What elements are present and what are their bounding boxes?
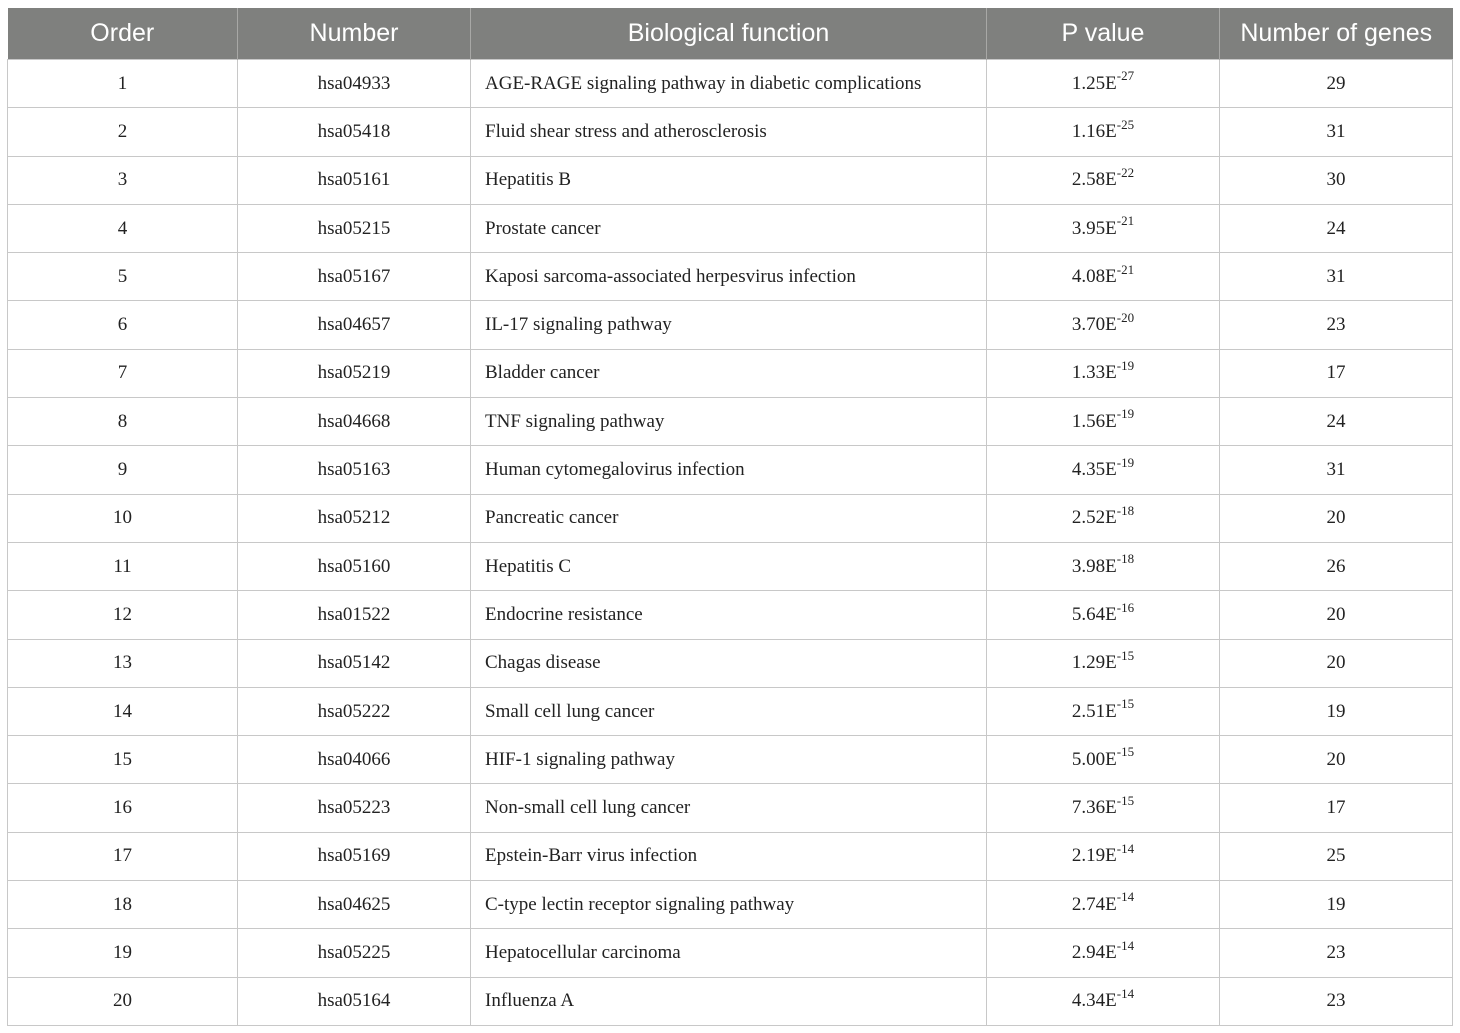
header-p-value: P value [987,8,1220,60]
cell-number-of-genes: 30 [1220,156,1453,204]
cell-number-of-genes: 31 [1220,253,1453,301]
header-row [8,8,1453,60]
cell-order: 13 [8,639,238,687]
p-value-exponent: -20 [1116,309,1135,325]
table-row [8,349,1453,397]
cell-order: 15 [8,736,238,784]
cell-number: hsa05215 [238,204,471,252]
p-value-mantissa: 4.08E [1071,265,1117,287]
table-row [8,398,1453,446]
p-value-mantissa: 2.19E [1071,845,1117,867]
cell-number-of-genes: 25 [1220,832,1453,880]
cell-number-of-genes: 26 [1220,542,1453,590]
p-value-mantissa: 2.58E [1071,169,1117,191]
table-row [8,977,1453,1025]
cell-order: 6 [8,301,238,349]
cell-p-value [987,398,1220,446]
cell-number: hsa05142 [238,639,471,687]
cell-number: hsa05212 [238,494,471,542]
cell-p-value [987,977,1220,1025]
p-value-exponent: -15 [1116,744,1135,760]
cell-p-value [987,446,1220,494]
cell-order: 14 [8,687,238,735]
cell-number: hsa05223 [238,784,471,832]
cell-number-of-genes: 23 [1220,301,1453,349]
p-value-exponent: -18 [1116,502,1135,518]
p-value-mantissa: 4.35E [1071,459,1117,481]
p-value-mantissa: 1.33E [1071,362,1117,384]
kegg-pathway-table-container [7,8,1452,1026]
p-value-exponent: -14 [1116,889,1135,905]
cell-p-value [987,349,1220,397]
cell-p-value [987,301,1220,349]
p-value-exponent: -21 [1116,213,1135,229]
cell-number-of-genes: 20 [1220,494,1453,542]
p-value-exponent: -19 [1116,358,1135,374]
cell-number-of-genes: 31 [1220,108,1453,156]
cell-number: hsa04066 [238,736,471,784]
cell-number: hsa05169 [238,832,471,880]
cell-number-of-genes: 23 [1220,977,1453,1025]
cell-order: 8 [8,398,238,446]
p-value-exponent: -25 [1116,116,1135,132]
cell-p-value [987,156,1220,204]
p-value-mantissa: 1.29E [1071,652,1117,674]
cell-number-of-genes: 19 [1220,687,1453,735]
p-value-mantissa: 2.74E [1071,893,1117,915]
cell-p-value [987,881,1220,929]
cell-number: hsa05219 [238,349,471,397]
table-row [8,301,1453,349]
cell-number-of-genes: 31 [1220,446,1453,494]
cell-p-value [987,591,1220,639]
table-row [8,784,1453,832]
cell-order: 18 [8,881,238,929]
header-order: Order [8,8,238,60]
p-value-exponent: -14 [1116,985,1135,1001]
cell-biological-function: Endocrine resistance [471,591,987,639]
table-row [8,253,1453,301]
p-value-exponent: -19 [1116,406,1135,422]
cell-biological-function: AGE-RAGE signaling pathway in diabetic complications [471,60,987,108]
cell-biological-function: Hepatitis B [471,156,987,204]
header-number: Number [238,8,471,60]
cell-number: hsa05160 [238,542,471,590]
cell-biological-function: Small cell lung cancer [471,687,987,735]
cell-order: 11 [8,542,238,590]
cell-p-value [987,639,1220,687]
cell-number-of-genes: 20 [1220,639,1453,687]
table-row [8,542,1453,590]
cell-p-value [987,784,1220,832]
cell-biological-function: Kaposi sarcoma-associated herpesvirus infection [471,253,987,301]
cell-biological-function: Human cytomegalovirus infection [471,446,987,494]
cell-number: hsa05418 [238,108,471,156]
cell-biological-function: Hepatocellular carcinoma [471,929,987,977]
p-value-mantissa: 3.70E [1071,314,1117,336]
cell-biological-function: Prostate cancer [471,204,987,252]
cell-biological-function: Pancreatic cancer [471,494,987,542]
cell-number: hsa05225 [238,929,471,977]
p-value-mantissa: 1.25E [1071,72,1117,94]
cell-number-of-genes: 17 [1220,349,1453,397]
cell-biological-function: IL-17 signaling pathway [471,301,987,349]
cell-biological-function: Influenza A [471,977,987,1025]
cell-number-of-genes: 20 [1220,736,1453,784]
cell-biological-function: HIF-1 signaling pathway [471,736,987,784]
cell-number-of-genes: 24 [1220,398,1453,446]
table-row [8,639,1453,687]
cell-p-value [987,494,1220,542]
p-value-exponent: -19 [1116,454,1135,470]
table-row [8,832,1453,880]
cell-number: hsa04657 [238,301,471,349]
cell-order: 17 [8,832,238,880]
p-value-exponent: -15 [1116,696,1135,712]
cell-number-of-genes: 20 [1220,591,1453,639]
table-row [8,204,1453,252]
table-row [8,156,1453,204]
cell-p-value [987,108,1220,156]
cell-biological-function: TNF signaling pathway [471,398,987,446]
p-value-mantissa: 3.98E [1071,555,1117,577]
table-row [8,881,1453,929]
p-value-mantissa: 2.94E [1071,941,1117,963]
p-value-exponent: -21 [1116,261,1135,277]
cell-biological-function: Hepatitis C [471,542,987,590]
header-biological-function: Biological function [471,8,987,60]
cell-order: 1 [8,60,238,108]
cell-number: hsa05164 [238,977,471,1025]
cell-number-of-genes: 23 [1220,929,1453,977]
p-value-mantissa: 1.16E [1071,120,1117,142]
cell-biological-function: Chagas disease [471,639,987,687]
p-value-mantissa: 3.95E [1071,217,1117,239]
kegg-pathway-table [7,8,1453,1026]
header-number-of-genes: Number of genes [1220,8,1453,60]
table-row [8,108,1453,156]
table-row [8,736,1453,784]
cell-number: hsa05167 [238,253,471,301]
cell-p-value [987,204,1220,252]
cell-number: hsa04668 [238,398,471,446]
cell-number-of-genes: 19 [1220,881,1453,929]
cell-order: 3 [8,156,238,204]
p-value-mantissa: 2.51E [1071,700,1117,722]
cell-biological-function: Bladder cancer [471,349,987,397]
table-row [8,494,1453,542]
cell-order: 10 [8,494,238,542]
p-value-exponent: -14 [1116,841,1135,857]
cell-number: hsa01522 [238,591,471,639]
p-value-mantissa: 5.00E [1071,748,1117,770]
cell-p-value [987,253,1220,301]
p-value-exponent: -14 [1116,937,1135,953]
cell-number: hsa04933 [238,60,471,108]
cell-biological-function: Epstein-Barr virus infection [471,832,987,880]
p-value-exponent: -22 [1116,164,1135,180]
table-row [8,446,1453,494]
cell-number: hsa04625 [238,881,471,929]
table-body [8,60,1453,1026]
cell-number: hsa05163 [238,446,471,494]
cell-number-of-genes: 17 [1220,784,1453,832]
cell-number-of-genes: 24 [1220,204,1453,252]
cell-order: 19 [8,929,238,977]
cell-order: 9 [8,446,238,494]
cell-biological-function: Non-small cell lung cancer [471,784,987,832]
p-value-mantissa: 4.34E [1071,990,1117,1012]
table-header [8,8,1453,60]
cell-order: 20 [8,977,238,1025]
p-value-exponent: -15 [1116,647,1135,663]
p-value-mantissa: 5.64E [1071,603,1117,625]
cell-biological-function: C-type lectin receptor signaling pathway [471,881,987,929]
table-row [8,591,1453,639]
p-value-mantissa: 1.56E [1071,410,1117,432]
p-value-mantissa: 7.36E [1071,797,1117,819]
p-value-exponent: -27 [1116,68,1135,84]
cell-number: hsa05161 [238,156,471,204]
cell-order: 2 [8,108,238,156]
cell-number-of-genes: 29 [1220,60,1453,108]
p-value-mantissa: 2.52E [1071,507,1117,529]
table-row [8,929,1453,977]
cell-p-value [987,542,1220,590]
cell-order: 7 [8,349,238,397]
cell-order: 5 [8,253,238,301]
cell-biological-function: Fluid shear stress and atherosclerosis [471,108,987,156]
cell-p-value [987,60,1220,108]
cell-order: 4 [8,204,238,252]
p-value-exponent: -16 [1116,599,1135,615]
cell-p-value [987,832,1220,880]
table-row [8,687,1453,735]
p-value-exponent: -15 [1116,792,1135,808]
cell-p-value [987,929,1220,977]
cell-p-value [987,736,1220,784]
cell-number: hsa05222 [238,687,471,735]
cell-order: 12 [8,591,238,639]
table-row [8,60,1453,108]
cell-p-value [987,687,1220,735]
p-value-exponent: -18 [1116,551,1135,567]
cell-order: 16 [8,784,238,832]
